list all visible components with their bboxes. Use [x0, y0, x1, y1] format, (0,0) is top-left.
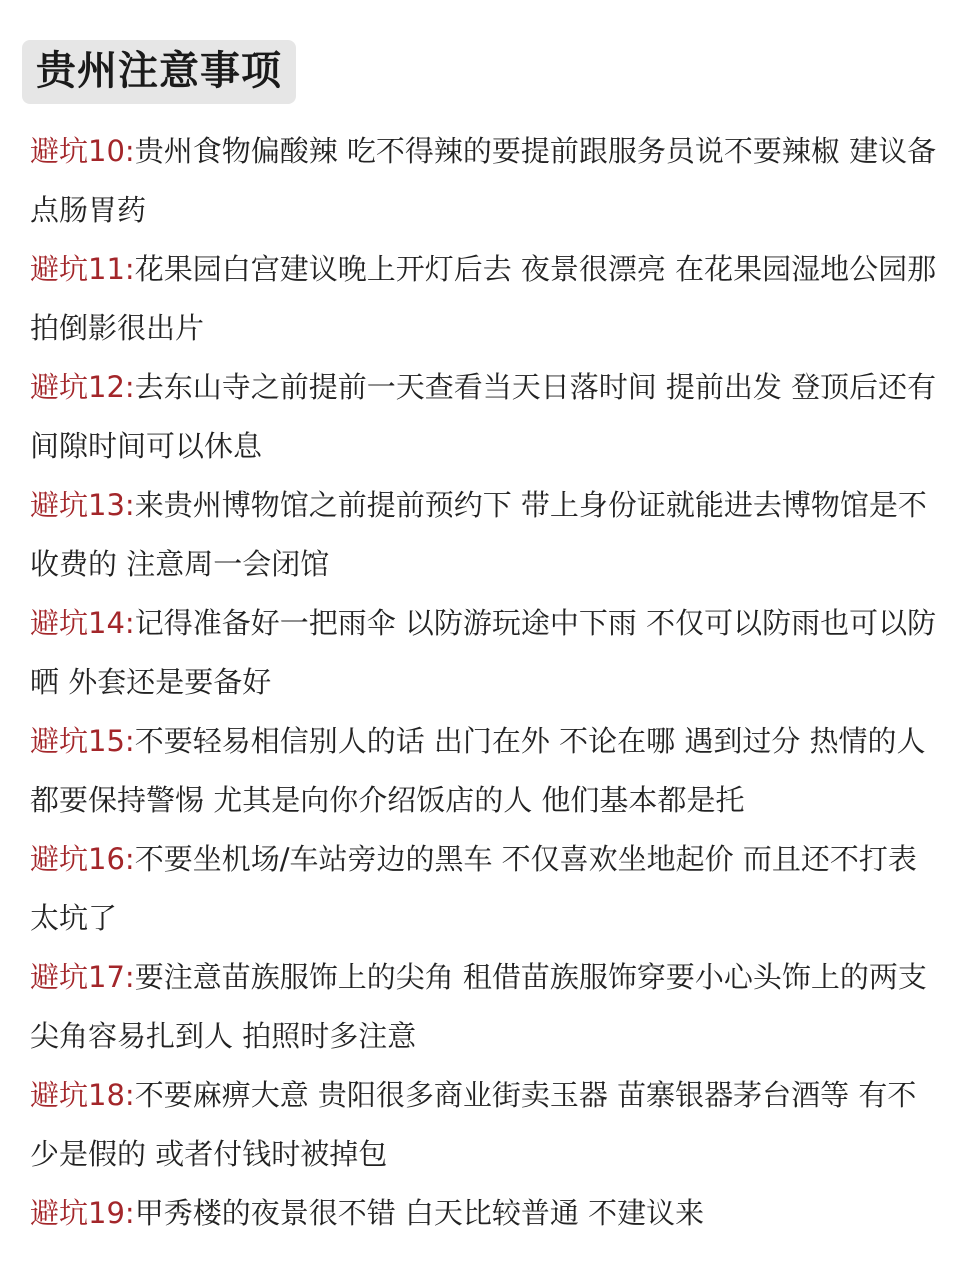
tip-item: 避坑19:甲秀楼的夜景很不错 白天比较普通 不建议来 [30, 1196, 705, 1230]
tip-label: 避坑10 [30, 134, 125, 168]
tip-item: 避坑15:不要轻易相信别人的话 出门在外 不论在哪 遇到过分 热情的人都要保持警惕 尤其是向你介绍饭店的人 他们基本都是托 [30, 724, 926, 817]
tip-label: 避坑13 [30, 488, 125, 522]
tip-text: 花果园白宫建议晚上开灯后去 夜景很漂亮 在花果园湿地公园那拍倒影很出片 [30, 252, 937, 345]
title-banner [22, 40, 296, 104]
tip-item: 避坑16:不要坐机场/车站旁边的黑车 不仅喜欢坐地起价 而且还不打表 太坑了 [30, 842, 917, 935]
tip-label: 避坑11 [30, 252, 125, 286]
tip-text: 不要麻痹大意 贵阳很多商业街卖玉器 苗寨银器茅台酒等 有不少是假的 或者付钱时被掉包 [30, 1078, 917, 1171]
tip-label: 避坑14 [30, 606, 125, 640]
tip-label: 避坑15 [30, 724, 125, 758]
tips-list [30, 122, 940, 1243]
tip-text: 不要坐机场/车站旁边的黑车 不仅喜欢坐地起价 而且还不打表 太坑了 [30, 842, 917, 935]
tip-text: 要注意苗族服饰上的尖角 租借苗族服饰穿要小心头饰上的两支尖角容易扎到人 拍照时多注意 [30, 960, 927, 1053]
tip-item: 避坑13:来贵州博物馆之前提前预约下 带上身份证就能进去博物馆是不收费的 注意周一会闭馆 [30, 488, 927, 581]
tip-text: 记得准备好一把雨伞 以防游玩途中下雨 不仅可以防雨也可以防晒 外套还是要备好 [30, 606, 937, 699]
tip-label: 避坑19 [30, 1196, 125, 1230]
tip-label: 避坑18 [30, 1078, 125, 1112]
tip-item: 避坑12:去东山寺之前提前一天查看当天日落时间 提前出发 登顶后还有间隙时间可以休息 [30, 370, 937, 463]
tip-text: 来贵州博物馆之前提前预约下 带上身份证就能进去博物馆是不收费的 注意周一会闭馆 [30, 488, 927, 581]
tip-item: 避坑14:记得准备好一把雨伞 以防游玩途中下雨 不仅可以防雨也可以防晒 外套还是要备好 [30, 606, 937, 699]
tip-text: 去东山寺之前提前一天查看当天日落时间 提前出发 登顶后还有间隙时间可以休息 [30, 370, 937, 463]
tip-item: 避坑11:花果园白宫建议晚上开灯后去 夜景很漂亮 在花果园湿地公园那拍倒影很出片 [30, 252, 937, 345]
page-title: 贵州注意事项 [36, 48, 282, 94]
tip-text: 贵州食物偏酸辣 吃不得辣的要提前跟服务员说不要辣椒 建议备点肠胃药 [30, 134, 937, 227]
tip-label: 避坑16 [30, 842, 125, 876]
tip-item: 避坑10:贵州食物偏酸辣 吃不得辣的要提前跟服务员说不要辣椒 建议备点肠胃药 [30, 134, 937, 227]
tip-label: 避坑17 [30, 960, 125, 994]
tip-text: 甲秀楼的夜景很不错 白天比较普通 不建议来 [134, 1196, 705, 1230]
tip-label: 避坑12 [30, 370, 125, 404]
tip-item: 避坑17:要注意苗族服饰上的尖角 租借苗族服饰穿要小心头饰上的两支尖角容易扎到人 拍照时多注意 [30, 960, 927, 1053]
tip-text: 不要轻易相信别人的话 出门在外 不论在哪 遇到过分 热情的人都要保持警惕 尤其是向你介绍饭店的人 他们基本都是托 [30, 724, 926, 817]
tip-item: 避坑18:不要麻痹大意 贵阳很多商业街卖玉器 苗寨银器茅台酒等 有不少是假的 或者付钱时被掉包 [30, 1078, 917, 1171]
